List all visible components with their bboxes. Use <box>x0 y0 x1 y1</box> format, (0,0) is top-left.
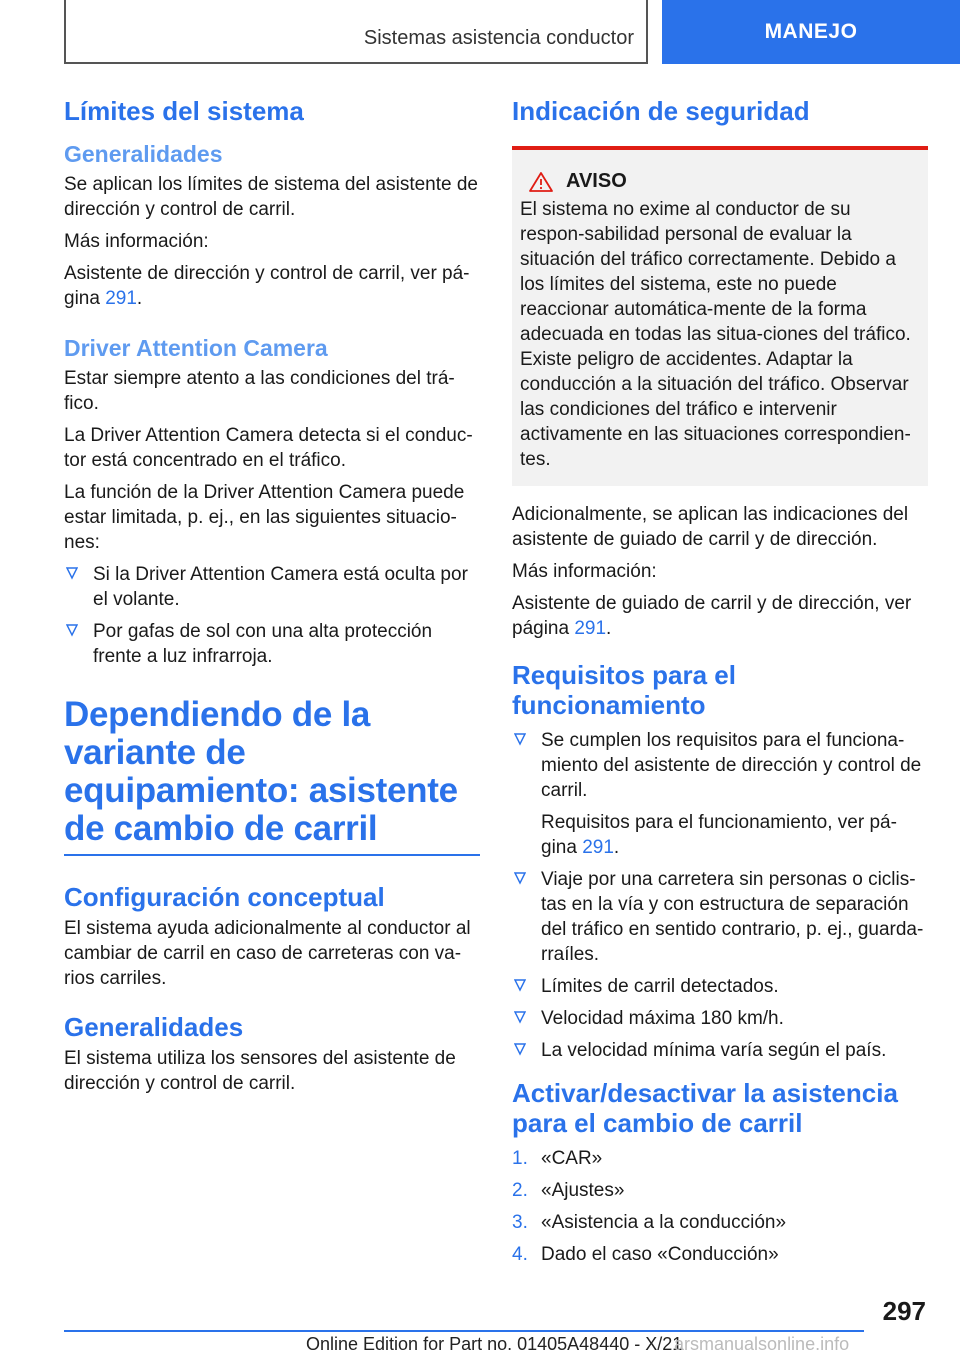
generalities-paragraph-2: El sistema utiliza los sensores del asistente de dirección y control de carril. <box>64 1048 456 1094</box>
page-link[interactable]: 291 <box>105 288 137 309</box>
dac-list <box>64 562 480 669</box>
limits-heading: Límites del sistema <box>64 96 304 126</box>
footer-rule <box>64 1330 864 1332</box>
additional-paragraph: Adicionalmente, se aplican las indicaciones del asistente de guiado de carril y de dirección. <box>512 504 909 550</box>
list-item: Por gafas de sol con una alta protección frente a luz infrarroja. <box>64 619 480 669</box>
warning-box <box>512 146 928 486</box>
dac-paragraph-1: Estar siempre atento a las condiciones del trá-fico. <box>64 368 455 414</box>
dac-paragraph-2: La Driver Attention Camera detecta si el conduc-tor está concentrado en el tráfico. <box>64 425 473 471</box>
requirements-heading: Requisitos para el funcionamiento <box>512 660 736 720</box>
safety-heading: Indicación de seguridad <box>512 96 810 126</box>
watermark: arsmanualsonline.info <box>674 1334 850 1354</box>
left-column <box>64 96 480 1103</box>
list-item: Se cumplen los requisitos para el funciona-miento del asistente de dirección y control de carril. Requisitos para el funcionamiento, ver pá-gina 291. <box>512 728 928 860</box>
bullet-triangle-icon <box>514 1010 526 1024</box>
generalities-heading-2: Generalidades <box>64 1012 244 1042</box>
generalities-paragraph: Se aplican los límites de sistema del asistente de dirección y control de carril. <box>64 174 478 220</box>
bullet-triangle-icon <box>66 566 78 580</box>
concept-paragraph: El sistema ayuda adicionalmente al conductor al cambiar de carril en caso de carreteras con va-rios carriles. <box>64 918 471 989</box>
reference-paragraph: Asistente de dirección y control de carril, ver pá-gina 291. <box>64 263 470 309</box>
concept-heading: Configuración conceptual <box>64 882 385 912</box>
bullet-triangle-icon <box>66 623 78 637</box>
bullet-triangle-icon <box>514 871 526 885</box>
step-item: 3. «Asistencia a la conducción» <box>512 1212 787 1233</box>
activate-heading: Activar/desactivar la asistencia para el cambio de carril <box>512 1078 898 1138</box>
list-item: Si la Driver Attention Camera está oculta por el volante. <box>64 562 480 612</box>
more-info-label: Más información: <box>64 231 209 252</box>
edition-note: Online Edition for Part no. 01405A48440 - X/21 <box>306 1334 683 1354</box>
bullet-triangle-icon <box>514 1042 526 1056</box>
page-number: 297 <box>882 1296 926 1326</box>
warning-triangle-icon <box>528 171 554 193</box>
bullet-triangle-icon <box>514 732 526 746</box>
generalities-heading: Generalidades <box>64 141 223 167</box>
requirements-reference: Requisitos para el funcionamiento, ver pá-gina 291. <box>541 812 897 858</box>
list-item: Velocidad máxima 180 km/h. <box>512 1006 928 1031</box>
list-item: La velocidad mínima varía según el país. <box>512 1038 928 1063</box>
requirements-list <box>512 728 928 1063</box>
warning-text: El sistema no exime al conductor de su respon-sabilidad personal de evaluar la situación del tráfico correctamente. Debido a los límites del sistema, este no puede reaccionar automática-mente de la forma adecuada en todas las situa-ciones del tráfico. Existe peligro de accidentes. Adaptar la conducción a la situación del tráfico. Observar las condiciones del tráfico e intervenir activamente en las situaciones correspondien-tes. <box>520 199 911 470</box>
step-item: 4. Dado el caso «Conducción» <box>512 1244 779 1265</box>
reference-paragraph-2: Asistente de guiado de carril y de dirección, ver página 291. <box>512 593 912 639</box>
steps-list <box>512 1146 928 1267</box>
list-item: Viaje por una carretera sin personas o ciclis-tas en la vía y con estructura de separación del tráfico en sentido contrario, p. ej., guarda-rraíles. <box>512 867 928 967</box>
header-chapter-tab: MANEJO <box>662 0 960 64</box>
variant-heading: Dependiendo de la variante de equipamiento: asistente de cambio de carril <box>64 695 458 848</box>
warning-title: AVISO <box>566 170 627 192</box>
variant-heading-block <box>64 696 480 856</box>
bullet-triangle-icon <box>514 978 526 992</box>
step-item: 2. «Ajustes» <box>512 1180 625 1201</box>
list-item: Límites de carril detectados. <box>512 974 928 999</box>
header-section-box <box>64 0 648 64</box>
header-section-title: Sistemas asistencia conductor <box>363 27 634 49</box>
page-link[interactable]: 291 <box>574 618 607 639</box>
dac-paragraph-3: La función de la Driver Attention Camera puede estar limitada, p. ej., en las siguientes situacio-nes: <box>64 482 465 553</box>
step-item: 1. «CAR» <box>512 1148 603 1169</box>
right-column <box>512 96 928 1274</box>
page-link[interactable]: 291 <box>582 837 614 858</box>
driver-attention-heading: Driver Attention Camera <box>64 335 328 361</box>
more-info-label-2: Más información: <box>512 561 657 582</box>
